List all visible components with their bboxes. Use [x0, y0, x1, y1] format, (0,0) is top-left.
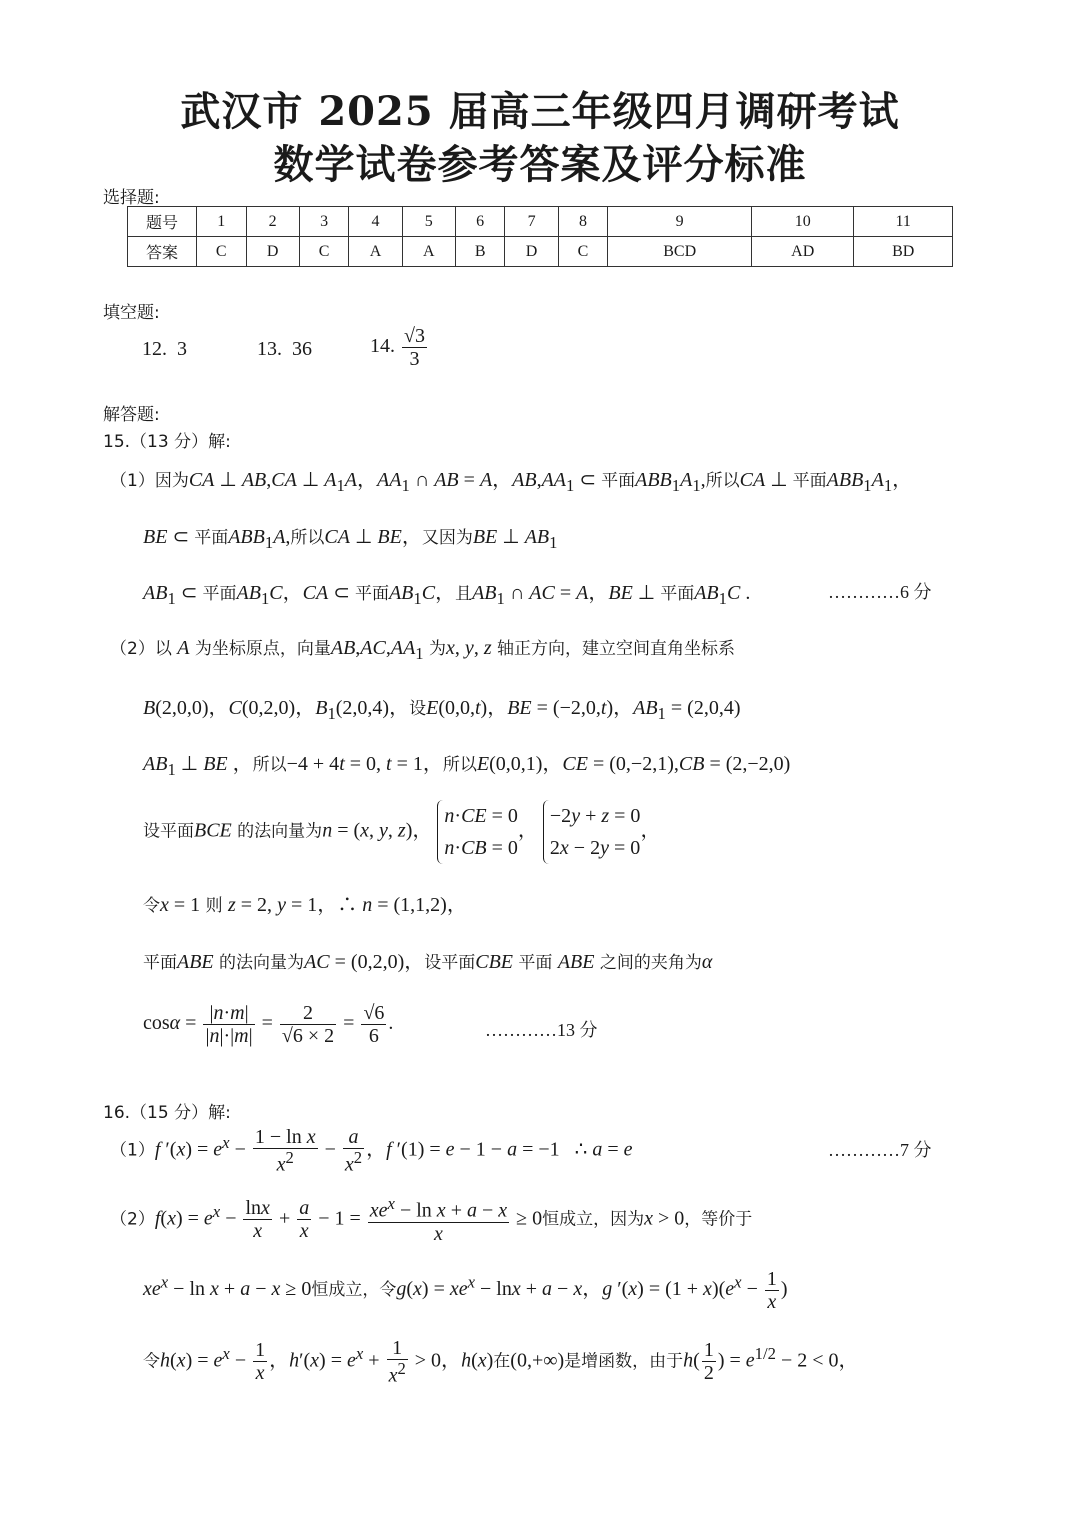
answer-cell: D: [505, 237, 558, 267]
choice-section-label: 选择题:: [103, 188, 160, 208]
fraction: $\frac{1}{x}$: [255, 1339, 266, 1385]
q15-part2-line5: 令x = 1 则 z = 2, y = 1，∴ n = (1,1,2)，: [143, 894, 467, 916]
fill-answer-14: [370, 325, 429, 370]
fraction: $\frac{a}{x^2}$: [344, 1126, 363, 1176]
answer-cell: A: [402, 237, 455, 267]
question-number-cell: 7: [505, 207, 558, 237]
fill-answer-13: [257, 338, 312, 361]
table-header-cell: 答案: [128, 237, 197, 267]
question-number-cell: 5: [402, 207, 455, 237]
fill-number: 13.: [257, 338, 282, 360]
q15-part2-line4: 设平面BCE 的法向量为n = (x, y, z)， n·CE = 0 n·CB = 0， −2y + z = 0 2x − 2y = 0，: [143, 800, 660, 864]
fill-answer-value: 3: [177, 338, 187, 360]
question-number-cell: 1: [197, 207, 247, 237]
question-number-cell: 4: [349, 207, 402, 237]
fill-number: 14.: [370, 335, 395, 358]
doc-title-line2: 数学试卷参考答案及评分标准: [273, 141, 807, 188]
q15-part2-line1: （2）以 A 为坐标原点，向量$AB,AC,AA_1$ 为x, y, z 轴正方向，建立空间直角坐标系: [110, 637, 736, 663]
question-number-cell: 8: [558, 207, 608, 237]
q15-part2-line3: $AB_1$ ⊥ BE ，所以−4 + 4t = 0, t = 1，所以E(0,0,1)，CE = (0,−2,1),CB = (2,−2,0): [143, 753, 791, 779]
q16-score-part1: …………7 分: [828, 1140, 932, 1160]
q15-part2-line6: 平面ABE 的法向量为AC = (0,2,0)，设平面CBE 平面 ABE 之间的夹角为α: [143, 951, 713, 973]
fraction-numerator: √3: [404, 325, 425, 347]
fill-section-label: 填空题:: [103, 303, 160, 323]
question-number-cell: 11: [854, 207, 953, 237]
answer-cell: AD: [752, 237, 854, 267]
q15-header: 15.（13 分）解:: [103, 432, 231, 452]
fraction: $\frac{1}{x^2}$: [388, 1337, 406, 1387]
fraction: $\frac{\ln x}{x}$: [245, 1197, 270, 1243]
q16-header: 16.（15 分）解:: [103, 1103, 231, 1123]
answer-cell: D: [246, 237, 299, 267]
answer-cell: C: [558, 237, 608, 267]
answer-cell: A: [349, 237, 402, 267]
question-number-cell: 6: [455, 207, 505, 237]
fraction: $\frac{|n\cdot m|}{|n|\cdot|m|}$: [205, 1002, 253, 1047]
q15-part1-line2: BE ⊂ 平面$ABB_1A$,所以CA ⊥ BE，又因为BE ⊥ $AB_1$: [143, 526, 558, 552]
equation-system: n·CE = 0 n·CB = 0: [437, 800, 518, 864]
question-number-cell: 10: [752, 207, 854, 237]
q15-part2-line2: B(2,0,0)，C(0,2,0)，$B_1(2,0,4)$，设E(0,0,t)，BE = (−2,0,t)，$AB_1 = (2,0,4)$: [143, 697, 741, 723]
choice-answer-table: [127, 206, 953, 267]
table-row-answers: [128, 237, 953, 267]
q15-part1-line3: $AB_1$ ⊂ 平面$AB_1C$，CA ⊂ 平面$AB_1C$，且$AB_1$ ∩ AC = A，BE ⊥ 平面$AB_1C$ .: [143, 582, 751, 608]
equation-system: −2y + z = 0 2x − 2y = 0: [543, 800, 641, 864]
fraction: $\frac{a}{x}$: [299, 1197, 310, 1243]
q16-part1-line1: （1）f $'(x) = e^x$ − $\frac{\text{1 − ln x}}{x^2}$ − $\frac{a}{x^2}$ ，f ′(1) = e − 1 − a = −1 ∴ a = e: [110, 1126, 633, 1176]
answer-cell: BCD: [608, 237, 752, 267]
fraction: $\frac{1}{2}$: [703, 1339, 714, 1385]
q15-score-part1: …………6 分: [828, 582, 932, 602]
doc-title-line1: 武汉市 2025 届高三年级四月调研考试: [180, 88, 900, 135]
fill-answer-value: 36: [292, 338, 312, 360]
q15-score-part2: …………13 分: [485, 1020, 598, 1040]
fraction-denominator: 3: [409, 348, 420, 370]
q15-part1-line1: （1）因为CA ⊥ AB,CA ⊥ $A_1A$，$AA_1$ ∩ AB = A，$AB,AA_1$ ⊂ 平面$ABB_1A_1$,所以CA ⊥ 平面$ABB_1A_1$，: [110, 469, 913, 495]
solve-section-label: 解答题:: [103, 405, 160, 425]
fraction: $\frac{2}{√6 \times 2}$: [281, 1002, 335, 1047]
answer-cell: BD: [854, 237, 953, 267]
q16-part2-line3: 令$h(x) = e^x$ − $\frac{1}{x}$ ，$h'(x) = e^x$ + $\frac{1}{x^2}$ > 0，h(x)在(0,+∞)是增函数，由于h( $\frac{1}{2}$ ) = $e^{1/2} - 2 < 0$，: [143, 1337, 859, 1387]
q16-part2-line2: $xe^x - \ln x + a - x \ge 0$恒成立，令$g(x) = xe^x - \ln x + a - x$，g $'(x) = (1 + x)(e^x$ − $\frac{1}{x}$ ): [143, 1268, 788, 1313]
fill-answer-12: [142, 338, 187, 361]
answer-cell: B: [455, 237, 505, 267]
fraction: $\frac{√6}{6}$: [363, 1002, 385, 1047]
table-header-cell: 题号: [128, 207, 197, 237]
answer-cell: C: [299, 237, 349, 267]
table-row-numbers: [128, 207, 953, 237]
q16-part2-line1: $(2)f(x) = e^x$ − $\frac{\ln x}{x}$ + $\frac{a}{x}$ − 1 = $\frac{xe^x - \ln x + a - x}{x}$ ≥ 0恒成立，因为x > 0，等价于: [110, 1194, 753, 1245]
question-number-cell: 3: [299, 207, 349, 237]
question-number-cell: 2: [246, 207, 299, 237]
fill-number: 12.: [142, 338, 167, 360]
answer-cell: C: [197, 237, 247, 267]
question-number-cell: 9: [608, 207, 752, 237]
q15-part2-line7: cosα = $\frac{|n\cdot m|}{|n|\cdot|m|}$ = $\frac{2}{√6 \times 2}$ = $\frac{√6}{6}$ .: [143, 1002, 394, 1047]
fraction: $\frac{\text{1 − ln x}}{x^2}$: [254, 1126, 316, 1176]
fraction: $\frac{1}{x}$: [766, 1268, 777, 1313]
fraction: [402, 325, 427, 370]
fraction: $\frac{xe^x - \ln x + a - x}{x}$: [369, 1194, 508, 1245]
